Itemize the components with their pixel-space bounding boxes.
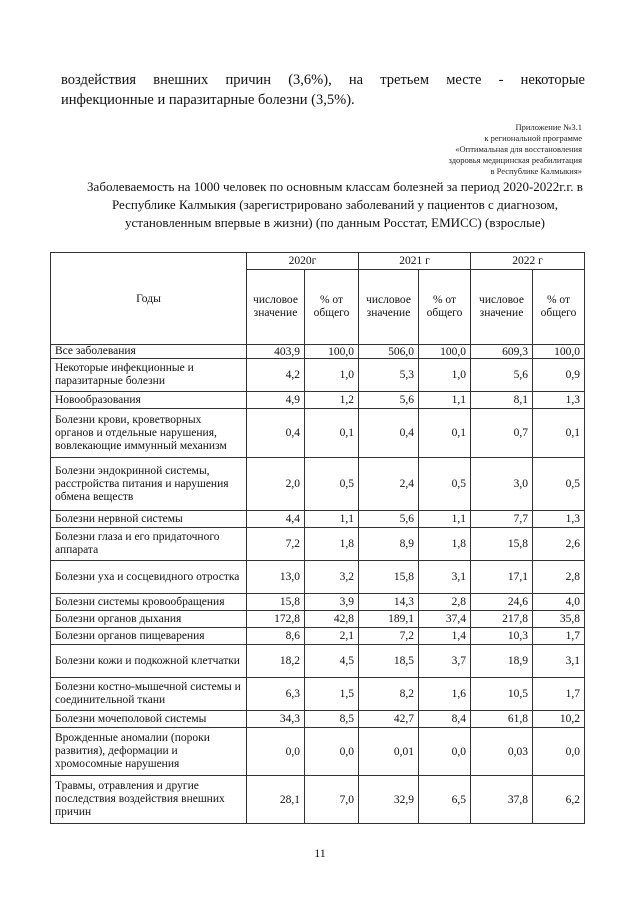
value-cell: 0,03 bbox=[471, 728, 533, 776]
value-cell: 7,2 bbox=[359, 628, 419, 645]
subheader-percent: % от общего bbox=[533, 270, 585, 345]
value-cell: 5,6 bbox=[471, 359, 533, 392]
percent-cell: 2,8 bbox=[419, 594, 471, 611]
value-cell: 15,8 bbox=[359, 561, 419, 594]
table-row bbox=[51, 511, 585, 528]
disease-class-name: Все заболевания bbox=[51, 345, 247, 359]
percent-cell: 1,2 bbox=[305, 392, 359, 409]
subheader-value: числовое значение bbox=[247, 270, 305, 345]
value-cell: 18,5 bbox=[359, 645, 419, 678]
disease-class-name: Болезни системы кровообращения bbox=[51, 594, 247, 611]
percent-cell: 7,0 bbox=[305, 776, 359, 824]
percent-cell: 1,1 bbox=[419, 511, 471, 528]
value-cell: 10,5 bbox=[471, 678, 533, 711]
value-cell: 4,2 bbox=[247, 359, 305, 392]
subheader-percent: % от общего bbox=[305, 270, 359, 345]
percent-cell: 1,8 bbox=[305, 528, 359, 561]
disease-class-name: Болезни эндокринной системы, расстройства питания и нарушения обмена веществ bbox=[51, 458, 247, 511]
percent-cell: 1,4 bbox=[419, 628, 471, 645]
table-row bbox=[51, 345, 585, 359]
value-cell: 0,7 bbox=[471, 409, 533, 458]
value-cell: 609,3 bbox=[471, 345, 533, 359]
percent-cell: 1,3 bbox=[533, 511, 585, 528]
percent-cell: 100,0 bbox=[533, 345, 585, 359]
disease-class-name: Болезни глаза и его придаточного аппарата bbox=[51, 528, 247, 561]
value-cell: 0,0 bbox=[247, 728, 305, 776]
appendix-line: к региональной программе bbox=[484, 133, 582, 143]
value-cell: 172,8 bbox=[247, 611, 305, 628]
table-title: Заболеваемость на 1000 человек по основным классам болезней за период 2020-2022г.г. в Республике Калмыкия (зарегистрировано заболеваний у пациентов с диагнозом, установленным впервые в жизни) (по данным Росстат, ЕМИСС) (взрослые) bbox=[87, 179, 583, 230]
appendix-line: здоровья медицинская реабилитация bbox=[448, 155, 582, 165]
intro-line-2: инфекционные и паразитарные болезни (3,5%). bbox=[61, 92, 355, 108]
value-cell: 42,7 bbox=[359, 711, 419, 728]
value-cell: 7,7 bbox=[471, 511, 533, 528]
table-row bbox=[51, 611, 585, 628]
percent-cell: 1,1 bbox=[419, 392, 471, 409]
value-cell: 17,1 bbox=[471, 561, 533, 594]
value-cell: 13,0 bbox=[247, 561, 305, 594]
value-cell: 0,4 bbox=[247, 409, 305, 458]
value-cell: 28,1 bbox=[247, 776, 305, 824]
percent-cell: 3,1 bbox=[533, 645, 585, 678]
value-cell: 7,2 bbox=[247, 528, 305, 561]
value-cell: 14,3 bbox=[359, 594, 419, 611]
percent-cell: 35,8 bbox=[533, 611, 585, 628]
year-header-2021: 2021 г bbox=[359, 253, 471, 270]
value-cell: 5,6 bbox=[359, 511, 419, 528]
appendix-line: «Оптимальная для восстановления bbox=[455, 144, 582, 154]
percent-cell: 10,2 bbox=[533, 711, 585, 728]
subheader-percent: % от общего bbox=[419, 270, 471, 345]
percent-cell: 8,5 bbox=[305, 711, 359, 728]
disease-class-name: Болезни крови, кроветворных органов и отдельные нарушения, вовлекающие иммунный механизм bbox=[51, 409, 247, 458]
value-cell: 3,0 bbox=[471, 458, 533, 511]
percent-cell: 0,9 bbox=[533, 359, 585, 392]
disease-class-name: Болезни нервной системы bbox=[51, 511, 247, 528]
percent-cell: 37,4 bbox=[419, 611, 471, 628]
disease-class-name: Некоторые инфекционные и паразитарные болезни bbox=[51, 359, 247, 392]
year-header-2020: 2020г bbox=[247, 253, 359, 270]
appendix-line: Приложение №3.1 bbox=[515, 122, 582, 132]
percent-cell: 0,0 bbox=[305, 728, 359, 776]
value-cell: 18,9 bbox=[471, 645, 533, 678]
table-row bbox=[51, 645, 585, 678]
value-cell: 8,1 bbox=[471, 392, 533, 409]
value-cell: 189,1 bbox=[359, 611, 419, 628]
percent-cell: 2,6 bbox=[533, 528, 585, 561]
value-cell: 6,3 bbox=[247, 678, 305, 711]
percent-cell: 2,8 bbox=[533, 561, 585, 594]
disease-class-name: Болезни уха и сосцевидного отростка bbox=[51, 561, 247, 594]
value-cell: 8,9 bbox=[359, 528, 419, 561]
percent-cell: 3,9 bbox=[305, 594, 359, 611]
value-cell: 5,3 bbox=[359, 359, 419, 392]
subheader-value: числовое значение bbox=[471, 270, 533, 345]
disease-class-name: Врожденные аномалии (пороки развития), деформации и хромосомные нарушения bbox=[51, 728, 247, 776]
intro-paragraph bbox=[61, 70, 585, 110]
percent-cell: 0,5 bbox=[305, 458, 359, 511]
morbidity-table bbox=[50, 252, 585, 824]
intro-line-1: воздействия внешних причин (3,6%), на третьем месте - некоторые bbox=[61, 72, 585, 88]
value-cell: 2,4 bbox=[359, 458, 419, 511]
value-cell: 4,9 bbox=[247, 392, 305, 409]
value-cell: 24,6 bbox=[471, 594, 533, 611]
value-cell: 37,8 bbox=[471, 776, 533, 824]
value-cell: 61,8 bbox=[471, 711, 533, 728]
table-row bbox=[51, 628, 585, 645]
appendix-note bbox=[362, 122, 582, 177]
table-row bbox=[51, 561, 585, 594]
value-cell: 4,4 bbox=[247, 511, 305, 528]
percent-cell: 0,1 bbox=[305, 409, 359, 458]
percent-cell: 2,1 bbox=[305, 628, 359, 645]
year-header-2022: 2022 г bbox=[471, 253, 585, 270]
percent-cell: 0,5 bbox=[419, 458, 471, 511]
percent-cell: 6,5 bbox=[419, 776, 471, 824]
percent-cell: 1,0 bbox=[419, 359, 471, 392]
value-cell: 8,2 bbox=[359, 678, 419, 711]
value-cell: 18,2 bbox=[247, 645, 305, 678]
page-number: 11 bbox=[314, 846, 326, 860]
years-header: Годы bbox=[51, 253, 247, 345]
appendix-line: в Республике Калмыкия» bbox=[490, 166, 582, 176]
percent-cell: 0,5 bbox=[533, 458, 585, 511]
table-row bbox=[51, 359, 585, 392]
value-cell: 15,8 bbox=[247, 594, 305, 611]
table-row bbox=[51, 528, 585, 561]
disease-class-name: Болезни мочеполовой системы bbox=[51, 711, 247, 728]
table-row bbox=[51, 711, 585, 728]
percent-cell: 1,0 bbox=[305, 359, 359, 392]
percent-cell: 3,1 bbox=[419, 561, 471, 594]
value-cell: 403,9 bbox=[247, 345, 305, 359]
percent-cell: 1,7 bbox=[533, 628, 585, 645]
percent-cell: 3,2 bbox=[305, 561, 359, 594]
percent-cell: 1,6 bbox=[419, 678, 471, 711]
value-cell: 5,6 bbox=[359, 392, 419, 409]
percent-cell: 42,8 bbox=[305, 611, 359, 628]
table-row bbox=[51, 678, 585, 711]
percent-cell: 1,8 bbox=[419, 528, 471, 561]
table-row bbox=[51, 776, 585, 824]
value-cell: 0,01 bbox=[359, 728, 419, 776]
percent-cell: 0,1 bbox=[419, 409, 471, 458]
percent-cell: 3,7 bbox=[419, 645, 471, 678]
value-cell: 15,8 bbox=[471, 528, 533, 561]
disease-class-name: Болезни органов дыхания bbox=[51, 611, 247, 628]
percent-cell: 1,3 bbox=[533, 392, 585, 409]
percent-cell: 6,2 bbox=[533, 776, 585, 824]
value-cell: 2,0 bbox=[247, 458, 305, 511]
percent-cell: 0,0 bbox=[419, 728, 471, 776]
percent-cell: 100,0 bbox=[305, 345, 359, 359]
value-cell: 8,6 bbox=[247, 628, 305, 645]
disease-class-name: Новообразования bbox=[51, 392, 247, 409]
disease-class-name: Болезни кожи и подкожной клетчатки bbox=[51, 645, 247, 678]
value-cell: 0,4 bbox=[359, 409, 419, 458]
percent-cell: 0,0 bbox=[533, 728, 585, 776]
disease-class-name: Болезни костно-мышечной системы и соединительной ткани bbox=[51, 678, 247, 711]
percent-cell: 8,4 bbox=[419, 711, 471, 728]
table-row bbox=[51, 594, 585, 611]
table-row bbox=[51, 728, 585, 776]
percent-cell: 4,5 bbox=[305, 645, 359, 678]
value-cell: 32,9 bbox=[359, 776, 419, 824]
value-cell: 506,0 bbox=[359, 345, 419, 359]
table-row bbox=[51, 409, 585, 458]
percent-cell: 0,1 bbox=[533, 409, 585, 458]
disease-class-name: Болезни органов пищеварения bbox=[51, 628, 247, 645]
value-cell: 10,3 bbox=[471, 628, 533, 645]
percent-cell: 1,1 bbox=[305, 511, 359, 528]
percent-cell: 100,0 bbox=[419, 345, 471, 359]
disease-class-name: Травмы, отравления и другие последствия воздействия внешних причин bbox=[51, 776, 247, 824]
value-cell: 34,3 bbox=[247, 711, 305, 728]
table-row bbox=[51, 458, 585, 511]
value-cell: 217,8 bbox=[471, 611, 533, 628]
subheader-value: числовое значение bbox=[359, 270, 419, 345]
percent-cell: 4,0 bbox=[533, 594, 585, 611]
table-row bbox=[51, 392, 585, 409]
percent-cell: 1,5 bbox=[305, 678, 359, 711]
percent-cell: 1,7 bbox=[533, 678, 585, 711]
